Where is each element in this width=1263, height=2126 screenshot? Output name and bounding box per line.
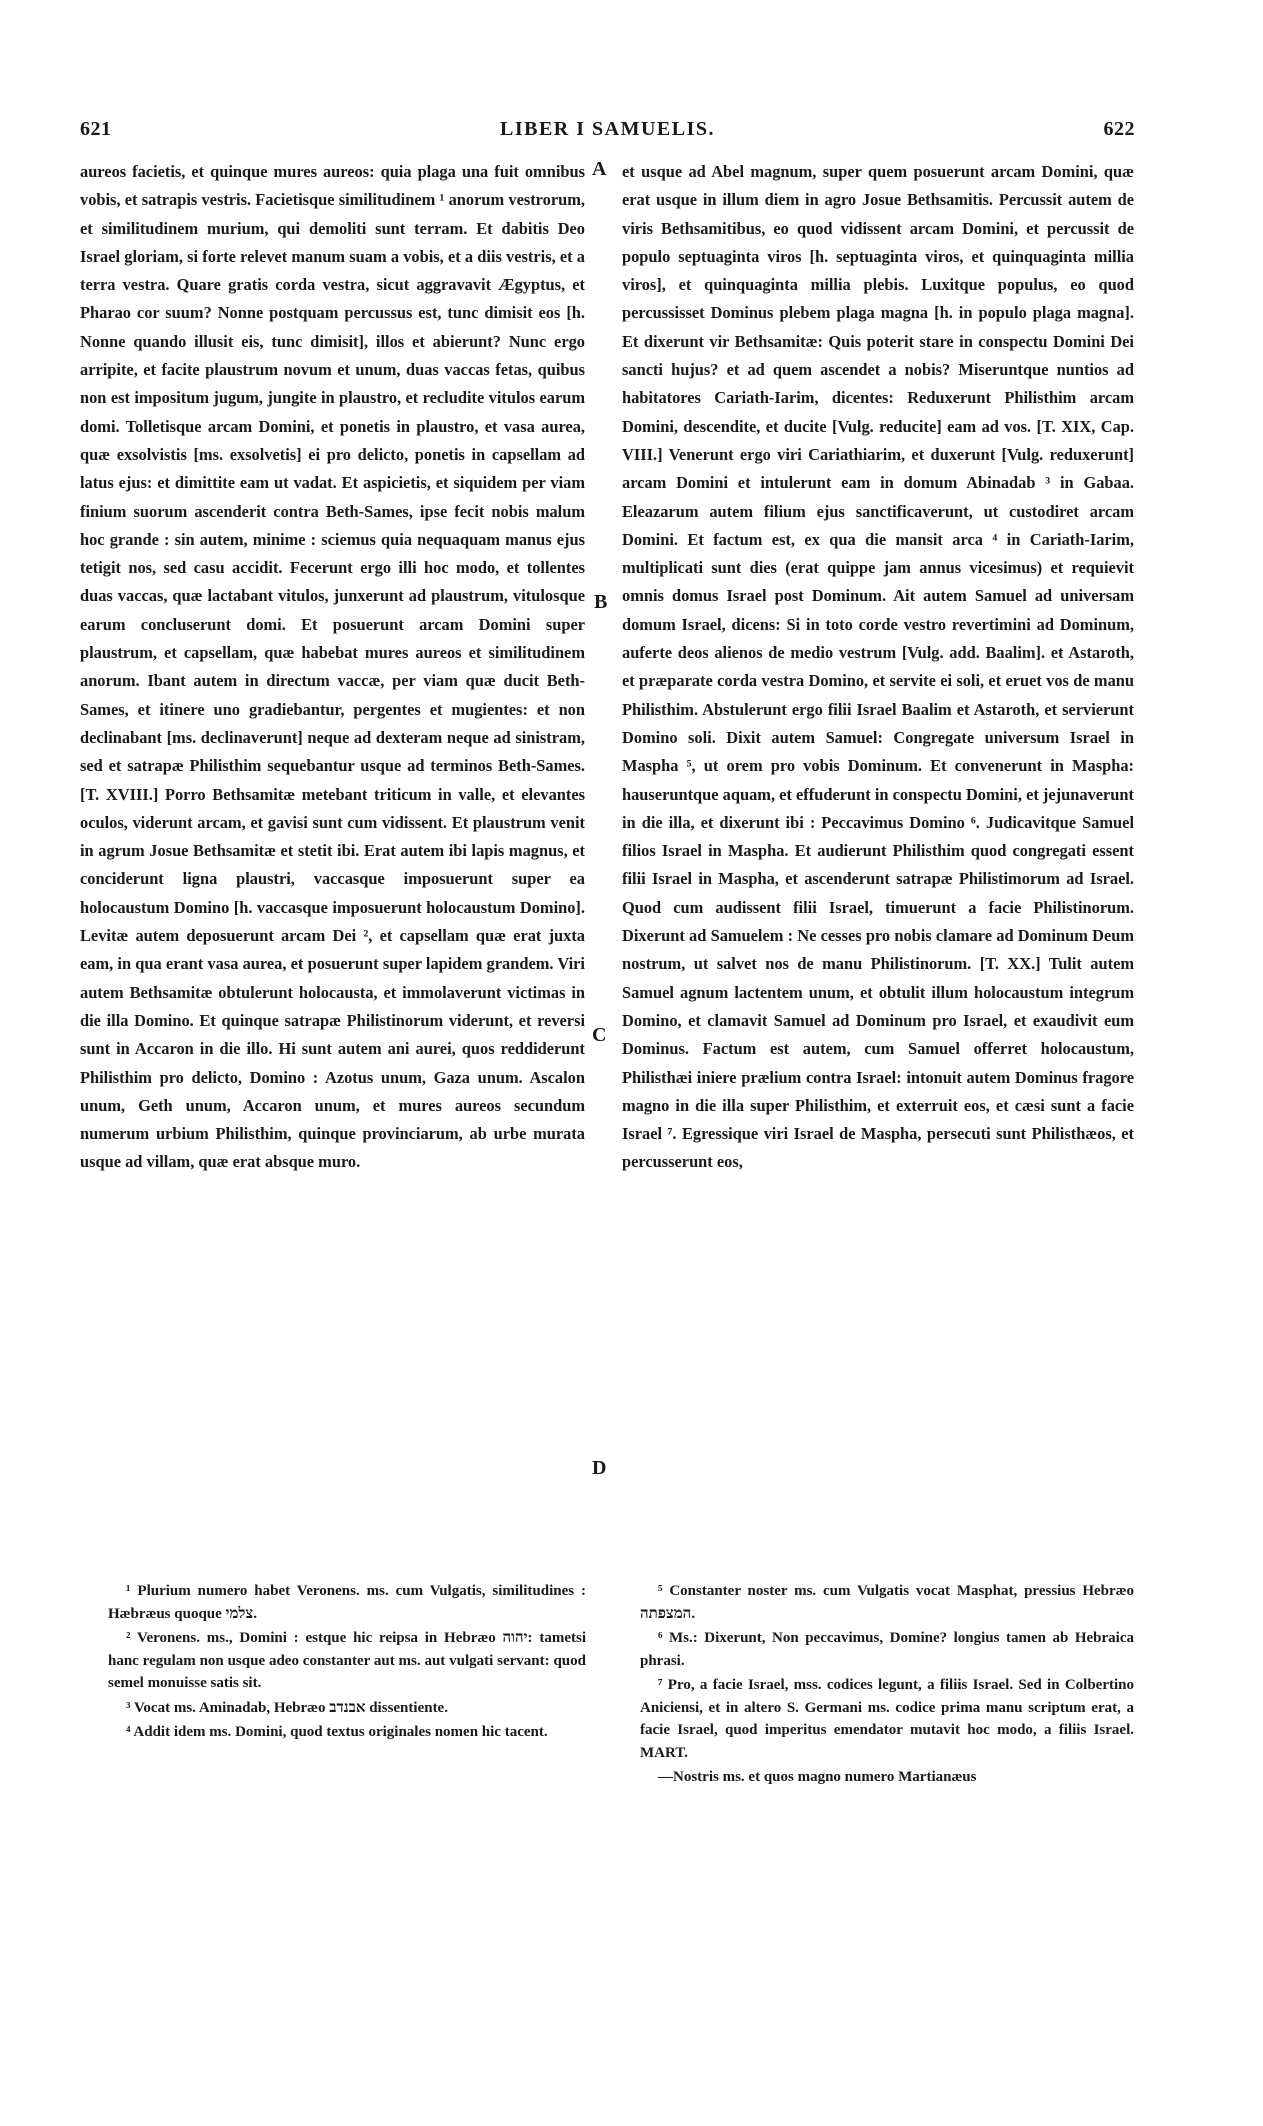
footnote: ³ Vocat ms. Aminadab, Hebræo אבנדב dissentiente. [126,1699,448,1716]
left-column [80,158,585,1177]
section-marker-d: D [592,1457,607,1479]
right-column-text: et usque ad Abel magnum, super quem posuerunt arcam Domini, quæ erat usque in illum diem in agro Josue Bethsamitis. Percussit autem de viris Bethsamitibus, eo quod vidissent arcam Domini, et percussit de populo septuaginta viros [h. septuaginta viros, et quinquaginta millia viros], et quinquaginta millia plebis. Luxitque populus, eo quod percussisset Dominus plebem plaga magna [h. in populo plaga magna]. Et dixerunt vir Bethsamitæ: Quis poterit stare in conspectu Domini Dei sancti hujus? et ad quem ascendet a nobis? Miseruntque nuntios ad habitatores Cariath-Iarim, dicentes: Reduxerunt Philisthim arcam Domini, descendite, et ducite [Vulg. reducite] eam ad vos. [T. XIX, Cap. VIII.] Venerunt ergo viri Cariathiarim, et duxerunt [Vulg. reduxerunt] arcam Domini et intulerunt eam in domum Abinadab ³ in Gabaa. Eleazarum autem filium ejus sanctificaverunt, ut custodiret arcam Domini. Et factum est, ex qua die mansit arca ⁴ in Cariath-Iarim, multiplicati sunt dies (erat quippe jam annus vicesimus) et requievit omnis domus Israel post Dominum. Ait autem Samuel ad universam domum Israel, dicens: Si in toto corde vestro revertimini ad Dominum, auferte deos alienos de medio vestrum [Vulg. add. Baalim]. et Astaroth, et præparate corda vestra Domino, et servite ei soli, et eruet vos de manu Philisthim. Abstulerunt ergo filii Israel Baalim et Astaroth, et servierunt Domino soli. Dixit autem Samuel: Congregate universum Israel in Maspha ⁵, ut orem pro vobis Dominum. Et convenerunt in Maspha: hauseruntque aquam, et effuderunt in conspectu Domini, et jejunaverunt in die illa, et dixerunt ibi : Peccavimus Domino ⁶. Judicavitque Samuel filios Israel in Maspha. Et audierunt Philisthim quod congregati essent filii Israel in Maspha, et ascenderunt satrapæ Philistimorum ad Israel. Quod cum audissent filii Israel, timuerunt a facie Philistinorum. Dixerunt ad Samuelem : Ne cesses pro nobis clamare ad Dominum Deum nostrum, ut salvet nos de manu Philistinorum. [T. XX.] Tulit autem Samuel agnum lactentem unum, et obtulit illum holocaustum integrum Domino, et clamavit Samuel ad Dominum pro Israel, et exaudivit eum Dominus. Factum est autem, cum Samuel offerret holocaustum, Philisthæi iniere prælium contra Israel: intonuit autem Dominus fragore magno in die illa super Philisthim, et exterruit eos, et cæsi sunt a facie Israel ⁷. Egressique viri Israel de Maspha, persecuti sunt Philisthæos, et percusserunt eos, [622,162,1134,1172]
right-column [622,158,1134,1177]
footnote: ⁵ Constanter noster ms. cum Vulgatis vocat Masphat, pressius Hebræo המצפתה. [640,1583,1134,1622]
running-title: LIBER I SAMUELIS. [499,118,715,140]
footnote: ² Veronens. ms., Domini : estque hic reipsa in Hebræo יהוה: tametsi hanc regulam non usque adeo constanter aut ms. aut vulgati servant: quod semel monuisse satis sit. [108,1630,586,1691]
footnote: ⁶ Ms.: Dixerunt, Non peccavimus, Domine? longius tamen ab Hebraica phrasi. [640,1630,1134,1669]
page-number-left: 621 [80,118,112,140]
footnote: —Nostris ms. et quos magno numero Martianæus [658,1769,977,1785]
section-marker-b: B [594,591,608,613]
page-number-right: 622 [1103,118,1135,140]
footnote: ¹ Plurium numero habet Veronens. ms. cum Vulgatis, similitudines : Hæbræus quoque צלמי. [108,1583,586,1622]
running-header [80,118,1135,148]
section-marker-c: C [592,1024,607,1046]
footnotes-left [108,1580,586,1746]
left-column-text: aureos facietis, et quinque mures aureos: quia plaga una fuit omnibus vobis, et satrapis vestris. Facietisque similitudinem ¹ anorum vestrorum, et similitudinem murium, qui demoliti sunt terram. Et dabitis Deo Israel gloriam, si forte relevet manum suam a vobis, et a diis vestris, et a terra vestra. Quare gratis corda vestra, sicut aggravavit Ægyptus, et Pharao cor suum? Nonne postquam percussus est, tunc dimisit eos [h. Nonne quando illusit eis, tunc dimisit], illos et abierunt? Nunc ergo arripite, et facite plaustrum novum et unum, duas vaccas fetas, quibus non est impositum jugum, jungite in plaustro, et recludite vitulos earum domi. Tolletisque arcam Domini, et ponetis in plaustro, et vasa aurea, quæ exsolvistis [ms. exsolvetis] ei pro delicto, ponetis in capsellam ad latus ejus: et dimittite eam ut vadat. Et aspicietis, et siquidem per viam finium suorum ascenderit contra Beth-Sames, ipse fecit nobis malum hoc grande : sin autem, minime : sciemus quia nequaquam manus ejus tetigit nos, sed casu accidit. Fecerunt ergo illi hoc modo, et tollentes duas vaccas, quæ lactabant vitulos, junxerunt ad plaustrum, vitulosque earum concluserunt domi. Et posuerunt arcam Domini super plaustrum, et capsellam, quæ habebat mures aureos et similitudinem anorum. Ibant autem in directum vaccæ, per viam quæ ducit Beth-Sames, et itinere uno gradiebantur, pergentes et mugientes: et non declinabant [ms. declinaverunt] neque ad dexteram neque ad sinistram, sed et satrapæ Philisthim sequebantur usque ad terminos Beth-Sames. [T. XVIII.] Porro Bethsamitæ metebant triticum in valle, et elevantes oculos, viderunt arcam, et gavisi sunt cum vidissent. Et plaustrum venit in agrum Josue Bethsamitæ et stetit ibi. Erat autem ibi lapis magnus, et conciderunt ligna plaustri, vaccasque imposuerunt super ea holocaustum Domino [h. vaccasque imposuerunt holocaustum Domino]. Levitæ autem deposuerunt arcam Dei ², et capsellam quæ erat juxta eam, in qua erant vasa aurea, et posuerunt super lapidem grandem. Viri autem Bethsamitæ obtulerunt holocausta, et immolaverunt victimas in die illa Domino. Et quinque satrapæ Philistinorum viderunt, et reversi sunt in Accaron in die illo. Hi sunt autem ani aurei, quos reddiderunt Philisthim pro delicto, Domino : Azotus unum, Gaza unum. Ascalon unum, Geth unum, Accaron unum, et mures aureos secundum numerum urbium Philisthim, quinque provinciarum, ab urbe murata usque ad villam, quæ erat absque muro. [80,162,585,1172]
footnotes-right [640,1580,1134,1791]
section-marker-a: A [592,158,607,180]
footnote: ⁷ Pro, a facie Israel, mss. codices legunt, a filiis Israel. Sed in Colbertino Aniciensi, et in altero S. Germani ms. codice prima manu scriptum erat, a facie Israel, quod imperitus emendator mutavit hoc modo, a filiis Israel. MART. [640,1677,1134,1761]
footnote: ⁴ Addit idem ms. Domini, quod textus originales nomen hic tacent. [126,1724,548,1740]
